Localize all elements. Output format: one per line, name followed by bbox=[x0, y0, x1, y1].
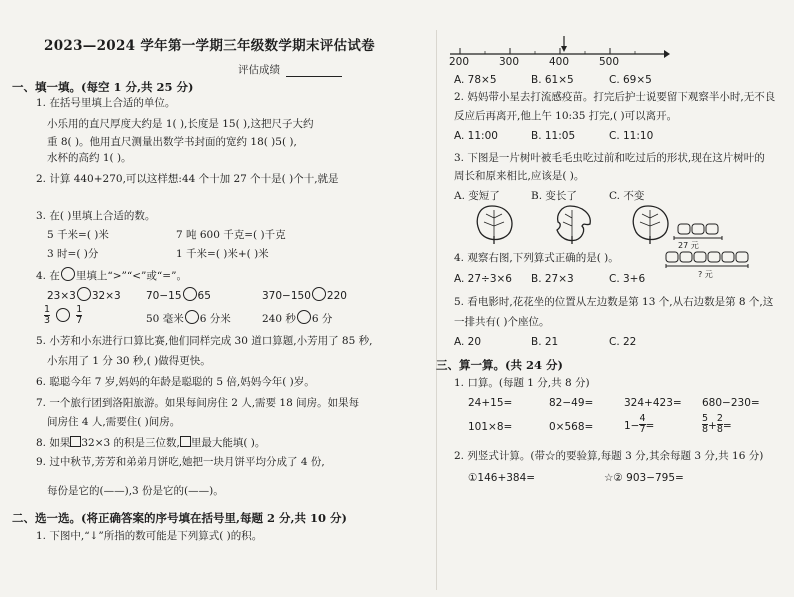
s1-q1-line1: 小乐用的直尺厚度大约是 1( ),长度是 15( ),这把尺子大约 bbox=[47, 118, 314, 130]
s1-q5-line2: 小东用了 1 分 30 秒,( )做得更快。 bbox=[47, 355, 211, 367]
s1-q3-a: 5 千米=( )米 bbox=[47, 229, 109, 241]
tick-label-500: 500 bbox=[599, 56, 620, 68]
leaf-after-icon bbox=[548, 204, 598, 246]
section3-heading: 三、算一算。(共 24 分) bbox=[436, 358, 563, 372]
price-unknown: ? 元 bbox=[698, 270, 713, 279]
s1-q4-compare1: 23×3 32×3 bbox=[47, 287, 121, 302]
s2-q3-line2: 周长和原来相比,应该是( )。 bbox=[454, 170, 585, 182]
leaf-before-icon bbox=[470, 204, 520, 246]
price-27: 27 元 bbox=[678, 241, 699, 250]
option-c[interactable]: C. 69×5 bbox=[609, 74, 652, 86]
s1-q3-stem: 3. 在( )里填上合适的数。 bbox=[36, 210, 156, 222]
s1-q9-line1: 9. 过中秋节,芳芳和弟弟月饼吃,她把一块月饼平均分成了 4 份, bbox=[36, 456, 325, 468]
blank-square-icon bbox=[70, 436, 81, 447]
s1-q3-b: 7 吨 600 千克=( )千克 bbox=[176, 229, 286, 241]
option-b[interactable]: B. 27×3 bbox=[531, 273, 574, 285]
fraction-five-eighths: $\frac{5}{8}$ bbox=[702, 413, 709, 435]
vertical-calc-2: ☆② 903−795= bbox=[604, 472, 684, 484]
compare-circle-icon[interactable] bbox=[185, 310, 199, 324]
s1-q4-compare5: 50 毫米 6 分米 bbox=[146, 310, 231, 326]
s1-q3-c: 3 时=( )分 bbox=[47, 248, 99, 260]
page-title: 2023—2024 学年第一学期三年级数学期末评估试卷 bbox=[44, 38, 375, 54]
oral-calc-3: 324+423= bbox=[624, 397, 682, 409]
fraction-four-sevenths: $\frac{4}{7}$ bbox=[639, 413, 646, 435]
s1-q1-line2: 重 8( )。他用直尺测量出数学书封面的宽约 18( )5( ), bbox=[47, 136, 297, 148]
s1-q4-compare2: 70−15 65 bbox=[146, 287, 211, 302]
s1-q4-stem: 4. 在 里填上“>”“<”或“=”。 bbox=[36, 267, 187, 283]
section1-heading: 一、填一填。(每空 1 分,共 25 分) bbox=[12, 80, 194, 94]
s2-q5-line2: 一排共有( )个座位。 bbox=[454, 316, 550, 328]
blank-square-icon bbox=[180, 436, 191, 447]
option-b[interactable]: B. 变长了 bbox=[531, 190, 577, 202]
option-a[interactable]: A. 27÷3×6 bbox=[454, 273, 512, 285]
option-a[interactable]: A. 11:00 bbox=[454, 130, 498, 142]
s1-q7-line2: 间房住 4 人,需要住( )间房。 bbox=[47, 416, 181, 428]
score-blank[interactable] bbox=[286, 76, 342, 77]
s1-q4-compare6: 240 秒 6 分 bbox=[262, 310, 332, 326]
score-label: 评估成绩 bbox=[238, 64, 280, 76]
tick-label-300: 300 bbox=[499, 56, 520, 68]
tick-label-400: 400 bbox=[549, 56, 570, 68]
option-c[interactable]: C. 不变 bbox=[609, 190, 645, 202]
oral-calc-8: $\frac{5}{8}$ + $\frac{2}{8}$ = bbox=[702, 413, 732, 435]
down-arrow-icon bbox=[561, 36, 567, 52]
s3-q2-stem: 2. 列竖式计算。(带☆的要验算,每题 3 分,其余每题 3 分,共 16 分) bbox=[454, 450, 764, 462]
compare-circle-icon[interactable] bbox=[77, 287, 91, 301]
s1-q4-compare4 bbox=[44, 305, 82, 326]
fraction-one-seventh: $\frac{1}{7}$ bbox=[76, 304, 83, 326]
option-a[interactable]: A. 20 bbox=[454, 336, 482, 348]
s2-q2-line1: 2. 妈妈带小星去打流感疫苗。打完后护士说要留下观察半小时,无不良 bbox=[454, 91, 776, 103]
vertical-calc-1: ①146+384= bbox=[468, 472, 536, 484]
compare-circle-icon[interactable] bbox=[312, 287, 326, 301]
option-b[interactable]: B. 61×5 bbox=[531, 74, 574, 86]
oral-calc-6: 0×568= bbox=[549, 421, 594, 433]
oral-calc-7: 1− $\frac{4}{7}$ = bbox=[624, 413, 655, 435]
s1-q8: 8. 如果 32×3 的积是三位数, 里最大能填( )。 bbox=[36, 437, 266, 449]
s1-q5-line1: 5. 小芳和小东进行口算比赛,他们同样完成 30 道口算题,小芳用了 85 秒, bbox=[36, 335, 373, 347]
option-b[interactable]: B. 21 bbox=[531, 336, 559, 348]
s2-q2-line2: 反应后再离开,他上午 10:35 打完,( )可以离开。 bbox=[454, 110, 678, 122]
s1-q7-line1: 7. 一个旅行团到洛阳旅游。如果每间房住 2 人,需要 18 间房。如果每 bbox=[36, 397, 360, 409]
s1-q1-line3: 水杯的高约 1( )。 bbox=[47, 152, 132, 164]
s1-q2: 2. 计算 440+270,可以这样想:44 个十加 27 个十是( )个十,就是 bbox=[36, 173, 339, 185]
oral-calc-5: 101×8= bbox=[468, 421, 513, 433]
option-c[interactable]: C. 3+6 bbox=[609, 273, 646, 285]
s1-q6: 6. 聪聪今年 7 岁,妈妈的年龄是聪聪的 5 倍,妈妈今年( )岁。 bbox=[36, 376, 315, 388]
oral-calc-2: 82−49= bbox=[549, 397, 594, 409]
compare-circle-icon bbox=[61, 267, 75, 281]
option-b[interactable]: B. 11:05 bbox=[531, 130, 576, 142]
fraction-two-eighths: $\frac{2}{8}$ bbox=[716, 413, 723, 435]
fraction-one-third: $\frac{1}{3}$ bbox=[44, 304, 51, 326]
s2-q1: 1. 下图中,“↓”所指的数可能是下列算式( )的积。 bbox=[36, 530, 263, 542]
section2-heading: 二、选一选。(将正确答案的序号填在括号里,每题 2 分,共 10 分) bbox=[12, 511, 347, 525]
option-c[interactable]: C. 11:10 bbox=[609, 130, 654, 142]
s2-q5-line1: 5. 看电影时,花花坐的位置从左边数是第 13 个,从右边数是第 8 个,这 bbox=[454, 296, 774, 308]
s2-q3-line1: 3. 下图是一片树叶被毛毛虫吃过前和吃过后的形状,现在这片树叶的 bbox=[454, 152, 765, 164]
s1-q9-line2: 每份是它的(——),3 份是它的(——)。 bbox=[47, 485, 224, 497]
compare-circle-icon[interactable] bbox=[56, 308, 70, 322]
column-divider bbox=[436, 30, 437, 590]
s1-q4-compare3: 370−150 220 bbox=[262, 287, 347, 302]
oral-calc-4: 680−230= bbox=[702, 397, 760, 409]
s2-q4-stem: 4. 观察右图,下列算式正确的是( )。 bbox=[454, 252, 619, 264]
compare-circle-icon[interactable] bbox=[183, 287, 197, 301]
oral-calc-1: 24+15= bbox=[468, 397, 513, 409]
option-a[interactable]: A. 78×5 bbox=[454, 74, 497, 86]
option-c[interactable]: C. 22 bbox=[609, 336, 637, 348]
tick-label-200: 200 bbox=[449, 56, 470, 68]
s3-q1-stem: 1. 口算。(每题 1 分,共 8 分) bbox=[454, 377, 590, 389]
s1-q3-d: 1 千米=( )米+( )米 bbox=[176, 248, 269, 260]
compare-circle-icon[interactable] bbox=[297, 310, 311, 324]
s1-q1-stem: 1. 在括号里填上合适的单位。 bbox=[36, 97, 176, 109]
option-a[interactable]: A. 变短了 bbox=[454, 190, 500, 202]
